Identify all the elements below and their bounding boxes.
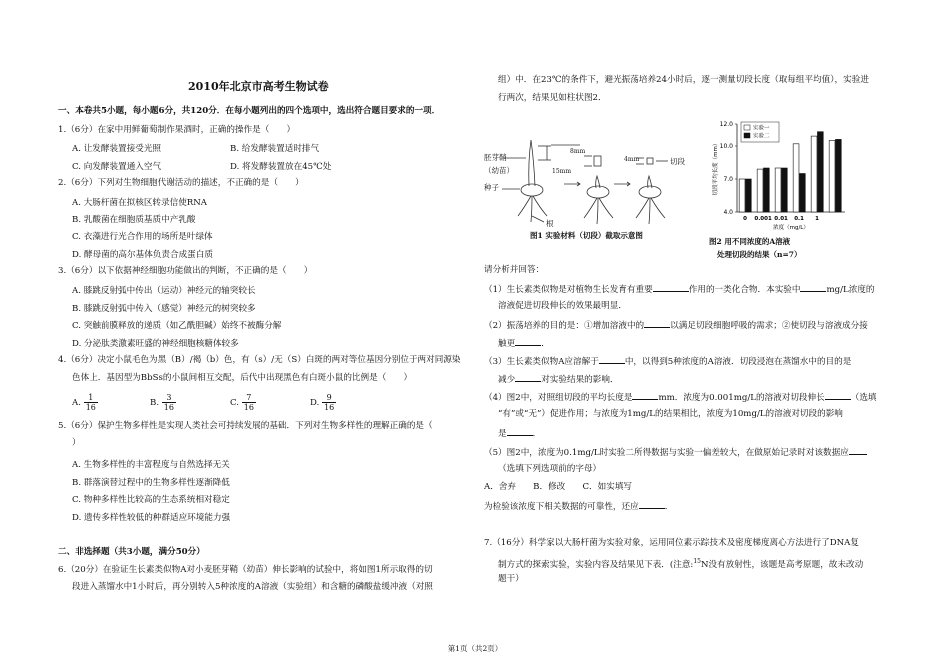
- q2-option-b: B. 乳酸菌在细胞质基质中产乳酸: [72, 215, 196, 225]
- figure-2-chart: [689, 112, 864, 272]
- x-tick-label: 0.01: [774, 216, 788, 222]
- q4-stem-line1: 4.（6分）决定小鼠毛色为黑（B）/褐（b）色，有（s）/无（S）白斑的两对等位基因分别位于两对同源染: [58, 355, 461, 365]
- q5-stem-line1: 5.（6分）保护生物多样性是实现人类社会可持续发展的基础．下列对生物多样性的理解正确的是（: [58, 421, 433, 431]
- fig1-label-8mm: 8mm: [570, 148, 586, 155]
- legend-entry: 实验二: [753, 133, 770, 140]
- x-axis-label: 浓度（mg/L）: [773, 225, 809, 231]
- q1-stem: 1.（6分）在家中用鲜葡萄制作果酒时，正确的操作是（ ）: [58, 125, 296, 135]
- y-tick-label: 7.0: [723, 176, 733, 183]
- q2-option-d: D. 酵母菌的高尔基体负责合成蛋白质: [72, 250, 213, 260]
- q5-option-a: A. 生物多样性的丰富程度与自然选择无关: [72, 460, 230, 470]
- section1-header: 一、本卷共5小题，每小题6分，共120分．在每小题列出的四个选项中，选出符合题目要求的一项．: [58, 106, 441, 116]
- q1-option-b: B. 给发酵装置适时排气: [230, 144, 320, 154]
- q4-option-d: D. $\frac{9}{16}$: [310, 393, 335, 412]
- bar-series2: [781, 168, 787, 212]
- q3-option-c: C. 突触前膜释放的递质（如乙酰胆碱）始终不被酶分解: [72, 321, 282, 331]
- fig1-label-seed: 种子: [484, 183, 499, 192]
- q7-line2: 制方式的探索实验，实验内容及结果见下表．(注意:$^{15}$N没有放射性，该题是高考原题，故未改动: [498, 558, 864, 570]
- fraction: $\frac{9}{16}$: [324, 393, 335, 412]
- fraction: $\frac{1}{16}$: [85, 393, 96, 412]
- fig1-label-root: 根: [546, 219, 554, 228]
- bar-series2: [745, 179, 751, 212]
- bar-series2: [799, 174, 805, 213]
- page-title: 2010年北京市高考生物试卷: [188, 80, 329, 93]
- q4-option-a: A. $\frac{1}{16}$: [72, 393, 96, 412]
- q2-option-c: C. 衣藻进行光合作用的场所是叶绿体: [72, 232, 213, 242]
- q6-sub5-line1: （5）图2中，浓度为0.1mg/L时实验二所得数据与实验一偏差较大，在做原始记录时对该数据应: [484, 446, 867, 459]
- x-tick-label: 0.001: [754, 216, 772, 222]
- fig1-label-seedling: （幼苗）: [484, 166, 514, 175]
- figure-1-drawing: [484, 112, 699, 247]
- bar-series1: [775, 168, 781, 212]
- page-footer: 第1页（共2页）: [447, 644, 503, 653]
- figure-1: [484, 112, 699, 247]
- q6-prompt: 请分析并回答：: [484, 265, 545, 275]
- fig1-label-4mm: 4mm: [624, 156, 640, 163]
- legend-swatch: [744, 133, 750, 138]
- q6-sub1-line2: 溶液促进切段伸长的效果最明显．: [498, 301, 627, 311]
- bar-series2: [835, 139, 841, 212]
- q4-stem-line2: 色体上．基因型为BbSs的小鼠间相互交配，后代中出现黑色有白斑小鼠的比例是（ ）: [72, 373, 413, 383]
- bar-series1: [739, 179, 745, 212]
- q6-sub2-line2: 触更 ．: [498, 339, 550, 349]
- q1-option-a: A. 让发酵装置接受光照: [72, 144, 162, 154]
- fig1-label-cut: 切段: [670, 157, 685, 166]
- q2-option-a: A. 大肠杆菌在拟核区转录信使RNA: [72, 198, 207, 208]
- q6-sub4-line1: （4）图2中，对照组切段的平均长度是 mm．浓度为0.001mg/L的溶液对切段伸长 （选填: [484, 393, 877, 403]
- figure-2: [689, 112, 864, 272]
- q5-stem-line2: ）: [72, 438, 81, 448]
- y-tick-label: 4.0: [723, 209, 733, 216]
- q6-sub3-line1: （3）生长素类似物A应溶解于 中，以得到5种浓度的A溶液．切段浸泡在蒸馏水中的目的是: [484, 357, 852, 367]
- bar-series1: [793, 144, 799, 212]
- q6-sub5-line2: （选填下列选项前的字母）: [498, 464, 602, 474]
- q6-text-line4: 行两次，结果见如柱状图2．: [498, 93, 607, 103]
- fig1-label-coleoptile: 胚芽鞘: [484, 153, 507, 162]
- q1-option-d: D. 将发酵装置放在45℃处: [230, 162, 332, 172]
- q6-text-line1: 6.（20分）在验证生长素类似物A对小麦胚芽鞘（幼苗）伸长影响的试验中，将如图1所示取得的切: [58, 565, 433, 575]
- q2-stem: 2.（6分）下列对生物细胞代谢活动的描述，不正确的是（ ）: [58, 178, 304, 188]
- bar-series2: [763, 168, 769, 212]
- q7-line3: 题干）: [498, 574, 524, 584]
- bar-series2: [817, 132, 823, 212]
- legend-swatch: [744, 125, 750, 130]
- fraction: $\frac{7}{16}$: [243, 393, 254, 412]
- x-tick-label: 0: [743, 216, 748, 222]
- q6-sub4-line3: 是 ．: [498, 429, 542, 439]
- fig1-caption: 图1 实验材料（切段）截取示意图: [530, 231, 643, 240]
- q3-stem: 3.（6分）以下依据神经细胞功能做出的判断，不正确的是（ ）: [58, 266, 313, 276]
- q6-sub2-line1: （2）振荡培养的目的是：①增加溶液中的 以满足切段细胞呼吸的需求；②使切段与溶液成分接: [484, 321, 868, 331]
- bar-series1: [829, 141, 835, 213]
- q6-text-line2: 段进入蒸馏水中1小时后，再分别转入5种浓度的A溶液（实验组）和含糖的磷酸盐缓冲液（对照: [72, 582, 433, 592]
- q5-option-c: C. 物种多样性比较高的生态系统相对稳定: [72, 495, 230, 505]
- y-tick-label: 12.0: [719, 121, 733, 128]
- q3-option-b: B. 膝跳反射弧中传入（感觉）神经元的树突较多: [72, 304, 256, 314]
- q6-sub4-line2: “有”或“无”）促进作用；与浓度为1mg/L的结果相比，浓度为10mg/L的溶液对切段的影响: [498, 409, 843, 419]
- x-tick-label: 0.1: [794, 216, 804, 222]
- q3-option-d: D. 分泌肽类激素旺盛的神经细胞核糖体较多: [72, 339, 239, 349]
- q4-option-b: B. $\frac{3}{16}$: [150, 393, 174, 412]
- y-tick-label: 10.0: [719, 143, 733, 150]
- q1-option-c: C. 向发酵装置通入空气: [72, 162, 162, 172]
- q7-line1: 7.（16分）科学家以大肠杆菌为实验对象，运用同位素示踪技术及密度梯度离心方法进行了DNA复: [484, 538, 859, 548]
- q3-option-a: A. 膝跳反射弧中传出（运动）神经元的轴突较长: [72, 286, 256, 296]
- fig2-caption-line2: 处理切段的结果（n=7）: [717, 250, 802, 259]
- x-tick-label: 1: [815, 216, 820, 222]
- q6-sub3-line2: 减少 对实验结果的影响．: [498, 375, 619, 385]
- q6-sub1-line1: （1）生长素类似物是对植物生长发育有重要 作用的一类化合物．本实验中 mg/L浓度的: [484, 285, 875, 295]
- q5-option-b: B. 群落演替过程中的生物多样性逐渐降低: [72, 478, 230, 488]
- q6-text-line3: 组）中．在23℃的条件下，避光振荡培养24小时后，逐一测量切段长度（取每组平均值），实验进: [498, 75, 869, 85]
- y-axis-label: 切段平均长度（mm）: [713, 140, 719, 196]
- bar-series1: [757, 169, 763, 212]
- legend-entry: 实验一: [753, 125, 770, 132]
- q5-option-d: D. 遗传多样性较低的种群适应环境能力强: [72, 513, 231, 523]
- q6-sub5-line3: 为检验该浓度下相关数据的可靠性，还应 ．: [484, 502, 674, 512]
- fig2-caption-line1: 图2 用不同浓度的A溶液: [709, 237, 791, 246]
- bar-series1: [811, 136, 817, 212]
- q4-option-c: C. $\frac{7}{16}$: [230, 393, 254, 412]
- fraction: $\frac{3}{16}$: [163, 393, 174, 412]
- fig1-label-15mm: 15mm: [552, 168, 572, 175]
- section2-header: 二、非选择题（共3小题，满分50分）: [58, 547, 205, 557]
- q6-sub5-options: A．舍弃 B．修改 C．如实填写: [484, 482, 633, 492]
